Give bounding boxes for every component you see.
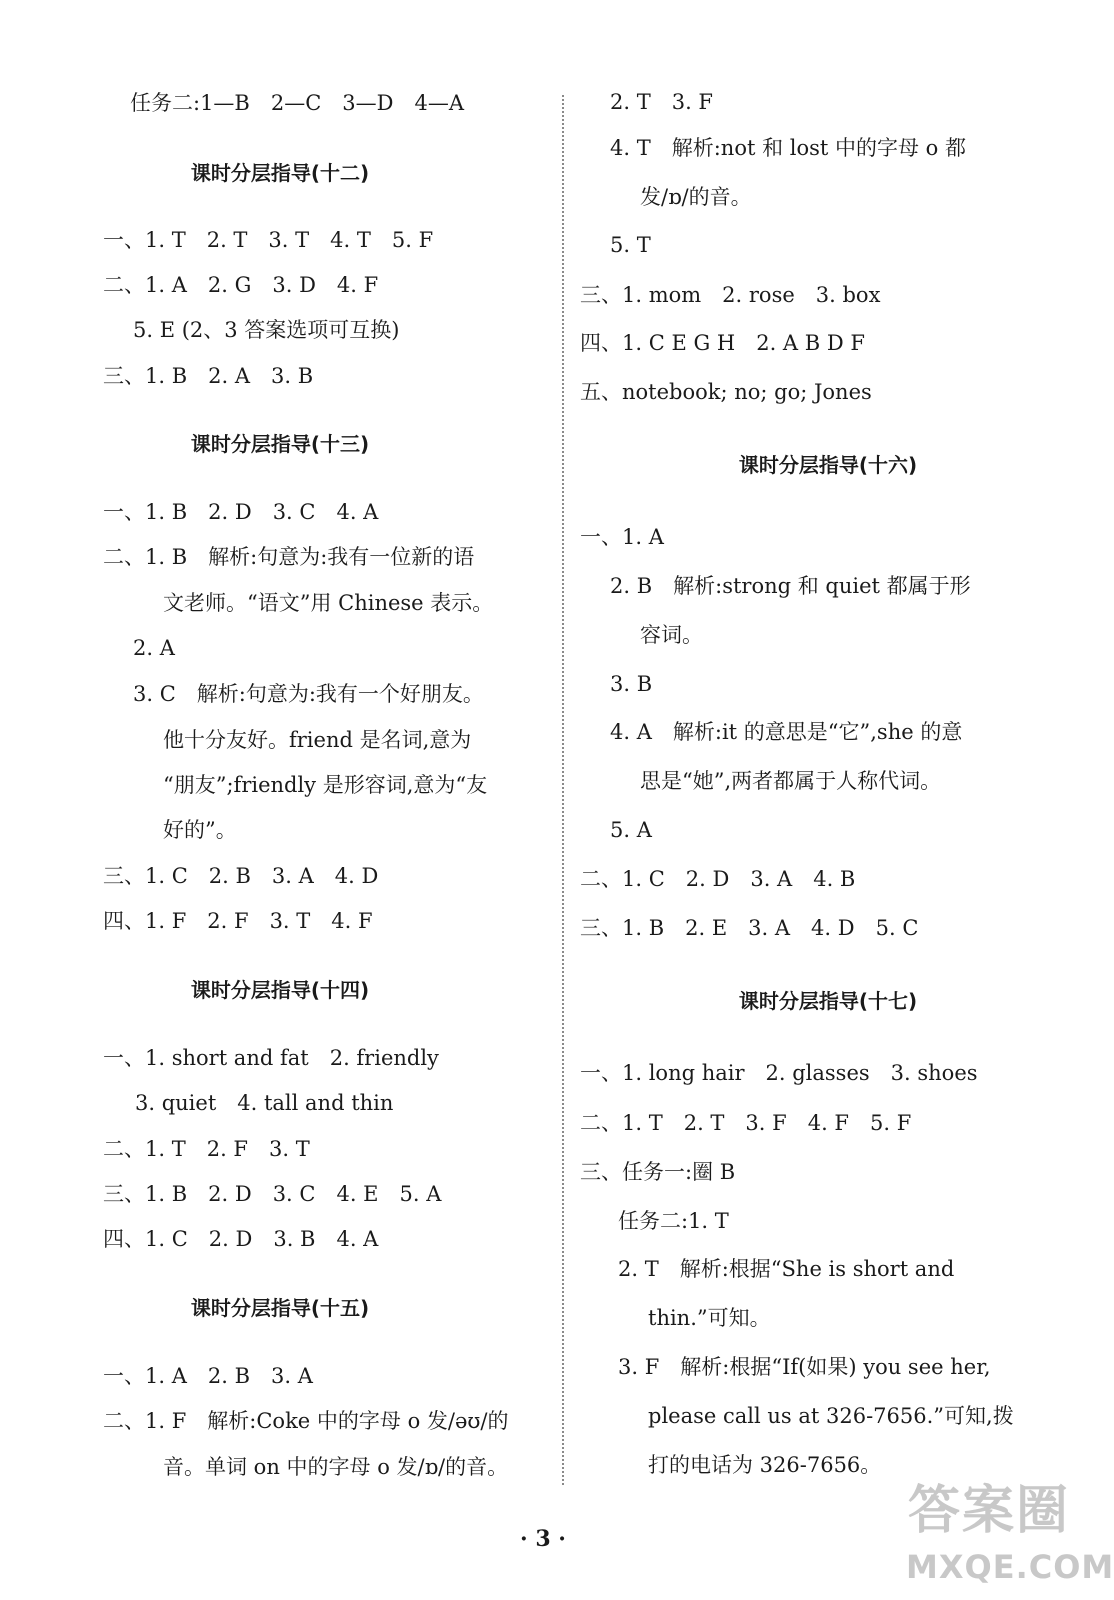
answer-line: 二、1. F 解析:Coke 中的字母 o 发/əʊ/的 <box>103 1409 509 1433</box>
answer-line: 一、1. long hair 2. glasses 3. shoes <box>580 1061 978 1085</box>
section-heading: 课时分层指导(十三) <box>190 432 370 456</box>
answer-line: 四、1. C 2. D 3. B 4. A <box>103 1227 379 1251</box>
answer-line: 二、1. B 解析:句意为:我有一位新的语 <box>103 545 475 569</box>
answer-line: 四、1. F 2. F 3. T 4. F <box>103 909 373 933</box>
answer-line: 4. T 解析:not 和 lost 中的字母 o 都 <box>610 136 966 160</box>
answer-line: 发/ɒ/的音。 <box>640 185 752 209</box>
answer-line: 思是“她”,两者都属于人称代词。 <box>640 769 942 793</box>
answer-line: 二、1. T 2. F 3. T <box>103 1137 310 1161</box>
answer-line: thin.”可知。 <box>648 1306 771 1330</box>
watermark-site-text: MXQE.COM <box>906 1548 1114 1586</box>
watermark-chinese-text: 答案圈 <box>908 1481 1071 1541</box>
answer-line: 一、1. short and fat 2. friendly <box>103 1046 439 1070</box>
answer-line: 2. A <box>133 636 175 660</box>
answer-line: 三、任务一:圈 B <box>580 1160 736 1184</box>
answer-line: 五、notebook; no; go; Jones <box>580 380 872 404</box>
section-heading: 课时分层指导(十五) <box>190 1296 370 1320</box>
answer-line: 三、1. B 2. D 3. C 4. E 5. A <box>103 1182 442 1206</box>
answer-line: 3. B <box>610 672 653 696</box>
answer-line: 2. B 解析:strong 和 quiet 都属于形 <box>610 574 971 598</box>
answer-line: 好的”。 <box>163 818 237 842</box>
answer-line: 3. quiet 4. tall and thin <box>135 1091 394 1115</box>
answer-line: 一、1. B 2. D 3. C 4. A <box>103 500 379 524</box>
answer-line: please call us at 326-7656.”可知,拨 <box>648 1404 1014 1428</box>
watermark-logo <box>900 1481 1114 1597</box>
answer-line: 二、1. C 2. D 3. A 4. B <box>580 867 856 891</box>
section-heading: 课时分层指导(十二) <box>190 161 370 185</box>
answer-line: 5. T <box>610 233 651 257</box>
answer-line: 文老师。“语文”用 Chinese 表示。 <box>163 591 494 615</box>
page-number: · 3 · <box>520 1526 566 1552</box>
answer-line: 三、1. B 2. A 3. B <box>103 364 314 388</box>
answer-line: 四、1. C E G H 2. A B D F <box>580 331 865 355</box>
answer-line: 一、1. A 2. B 3. A <box>103 1364 313 1388</box>
section-heading: 课时分层指导(十四) <box>190 978 370 1002</box>
answer-line: 3. F 解析:根据“If(如果) you see her, <box>618 1355 991 1379</box>
answer-line: 他十分友好。friend 是名词,意为 <box>163 728 472 752</box>
answer-line: 5. E (2、3 答案选项可互换) <box>133 318 400 342</box>
answer-line: 三、1. B 2. E 3. A 4. D 5. C <box>580 916 919 940</box>
answer-line: “朋友”;friendly 是形容词,意为“友 <box>163 773 488 797</box>
answer-line: 打的电话为 326-7656。 <box>648 1453 882 1477</box>
section-heading: 课时分层指导(十七) <box>738 989 918 1013</box>
answer-line: 任务二:1—B 2—C 3—D 4—A <box>130 91 465 115</box>
answer-line: 3. C 解析:句意为:我有一个好朋友。 <box>133 682 484 706</box>
answer-line: 三、1. C 2. B 3. A 4. D <box>103 864 379 888</box>
answer-line: 三、1. mom 2. rose 3. box <box>580 283 881 307</box>
answer-line: 2. T 解析:根据“She is short and <box>618 1257 955 1281</box>
answer-line: 二、1. T 2. T 3. F 4. F 5. F <box>580 1111 912 1135</box>
column-divider <box>562 95 564 1485</box>
answer-line: 一、1. T 2. T 3. T 4. T 5. F <box>103 228 434 252</box>
answer-line: 4. A 解析:it 的意思是“它”,she 的意 <box>610 720 963 744</box>
answer-line: 二、1. A 2. G 3. D 4. F <box>103 273 379 297</box>
answer-line: 一、1. A <box>580 525 664 549</box>
answer-line: 任务二:1. T <box>618 1209 729 1233</box>
answer-line: 5. A <box>610 818 652 842</box>
answer-line: 2. T 3. F <box>610 90 714 114</box>
answer-line: 容词。 <box>640 623 703 647</box>
answer-line: 音。单词 on 中的字母 o 发/ɒ/的音。 <box>163 1455 509 1479</box>
section-heading: 课时分层指导(十六) <box>738 453 918 477</box>
